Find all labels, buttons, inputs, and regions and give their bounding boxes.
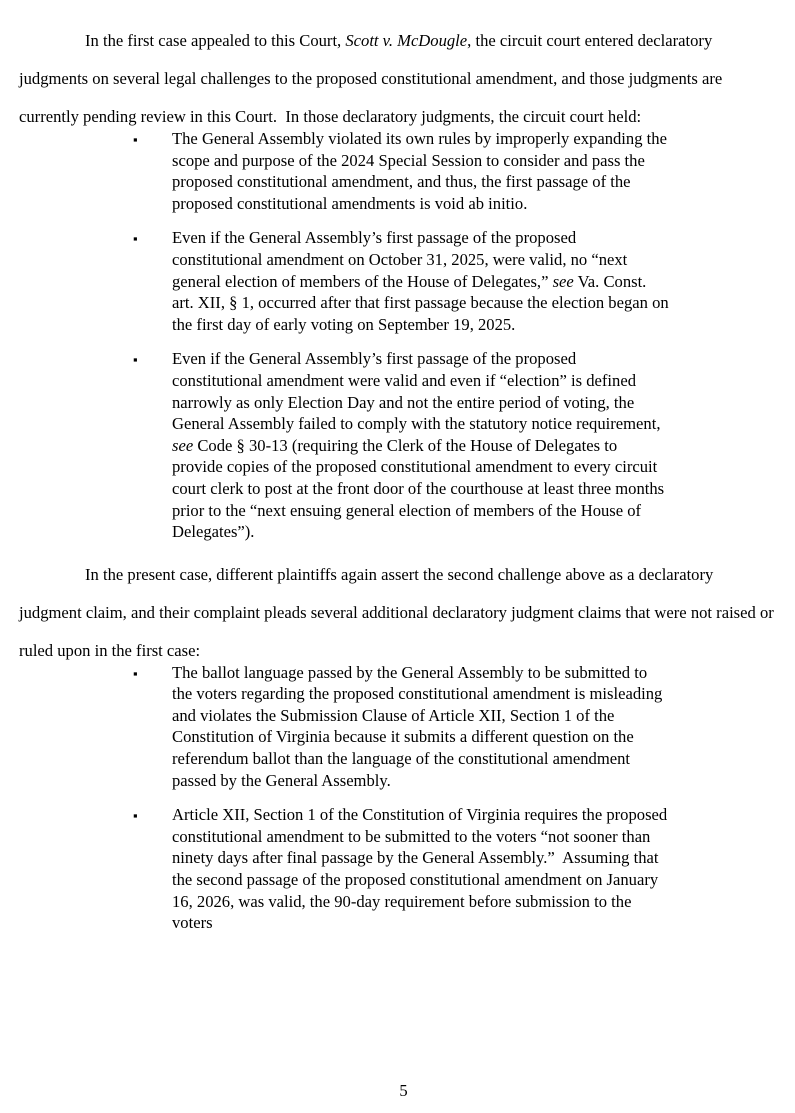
bullet-list-additional-claims [19, 662, 776, 934]
text-segment: Code § 30-13 (requiring the Clerk of the House of Delegates to provide copies of the proposed constitutional amendment to every circuit court clerk to post at the front door of the courthouse at least three months prior to the “next ensuing general election of members of the House of Delegates”). [172, 435, 669, 542]
bullet-list-circuit-court-holdings [19, 128, 776, 543]
paragraph-present-case [19, 556, 776, 670]
text-segment: The ballot language passed by the General Assembly to be submitted to the voters regarding the proposed constitutional amendment is misleading and violates the Submission Clause of Article XII, Section 1 of the Constitution of Virginia because it submits a different question on the referendum ballot than the language of the constitutional amendment passed by the General Assembly. [172, 662, 667, 790]
bullet-text [172, 228, 673, 333]
bullet-item-statutory-notice [133, 348, 669, 542]
text-segment: , the circuit court entered declaratory judgments on several legal challenges to the proposed constitutional amendment, and those judgments are currently pending review in this Court. In those declaratory judgments, the circuit court held: [19, 31, 727, 126]
bullet-square-icon: ▪ [133, 665, 138, 681]
text-segment: Va. Const. art. XII, § 1, occurred after that first passage because the election began on the first day of early voting on September 19, 2025. [172, 271, 673, 334]
bullet-item-ninety-day-requirement [133, 804, 672, 934]
bullet-item-special-session [133, 128, 672, 214]
italic-text-segment: see [552, 271, 574, 291]
text-segment: Even if the General Assembly’s first passage of the proposed constitutional amendment on October 31, 2025, were valid, no “next general election of members of the House of Delegates,” [172, 228, 632, 291]
text-segment: In the first case appealed to this Court, [85, 31, 346, 50]
italic-text-segment: see [172, 435, 194, 455]
bullet-item-next-general-election [133, 227, 673, 335]
bullet-text [172, 349, 668, 541]
italic-text-segment: Scott v. McDougle [345, 31, 468, 50]
text-segment: Even if the General Assembly’s first passage of the proposed constitutional amendment were valid and even if “election” is defined narrowly as only Election Day and not the entire period of voting, the General Assembly failed to comply with the statutory notice requirement, [172, 349, 665, 434]
page-number: 5 [399, 1081, 408, 1100]
text-segment: The General Assembly violated its own rules by improperly expanding the scope and purpose of the 2024 Special Session to consider and pass the proposed constitutional amendment, and thus, the first passage of the proposed constitutional amendments is void ab initio. [172, 129, 672, 213]
bullet-square-icon: ▪ [133, 352, 138, 368]
bullet-square-icon: ▪ [133, 132, 138, 147]
bullet-square-icon: ▪ [133, 808, 138, 824]
text-segment: In the present case, different plaintiffs again assert the second challenge above as a declaratory judgment claim, and their complaint pleads several additional declaratory judgment claims that were not raised or ruled upon in the first case: [19, 564, 778, 660]
bullet-item-ballot-language [133, 662, 669, 792]
bullet-text [172, 129, 671, 213]
document-body [19, 22, 776, 947]
paragraph-first-case [19, 22, 776, 136]
bullet-text [172, 663, 666, 790]
bullet-text [172, 805, 671, 932]
text-segment: Article XII, Section 1 of the Constitution of Virginia requires the proposed constitutional amendment to be submitted to the voters “not sooner than ninety days after final passage by the General Assembly.” Assuming that the second passage of the proposed constitutional amendment on January 16, 2026, was valid, the 90-day requirement before submission to the voters [172, 805, 672, 933]
bullet-square-icon: ▪ [133, 231, 138, 247]
